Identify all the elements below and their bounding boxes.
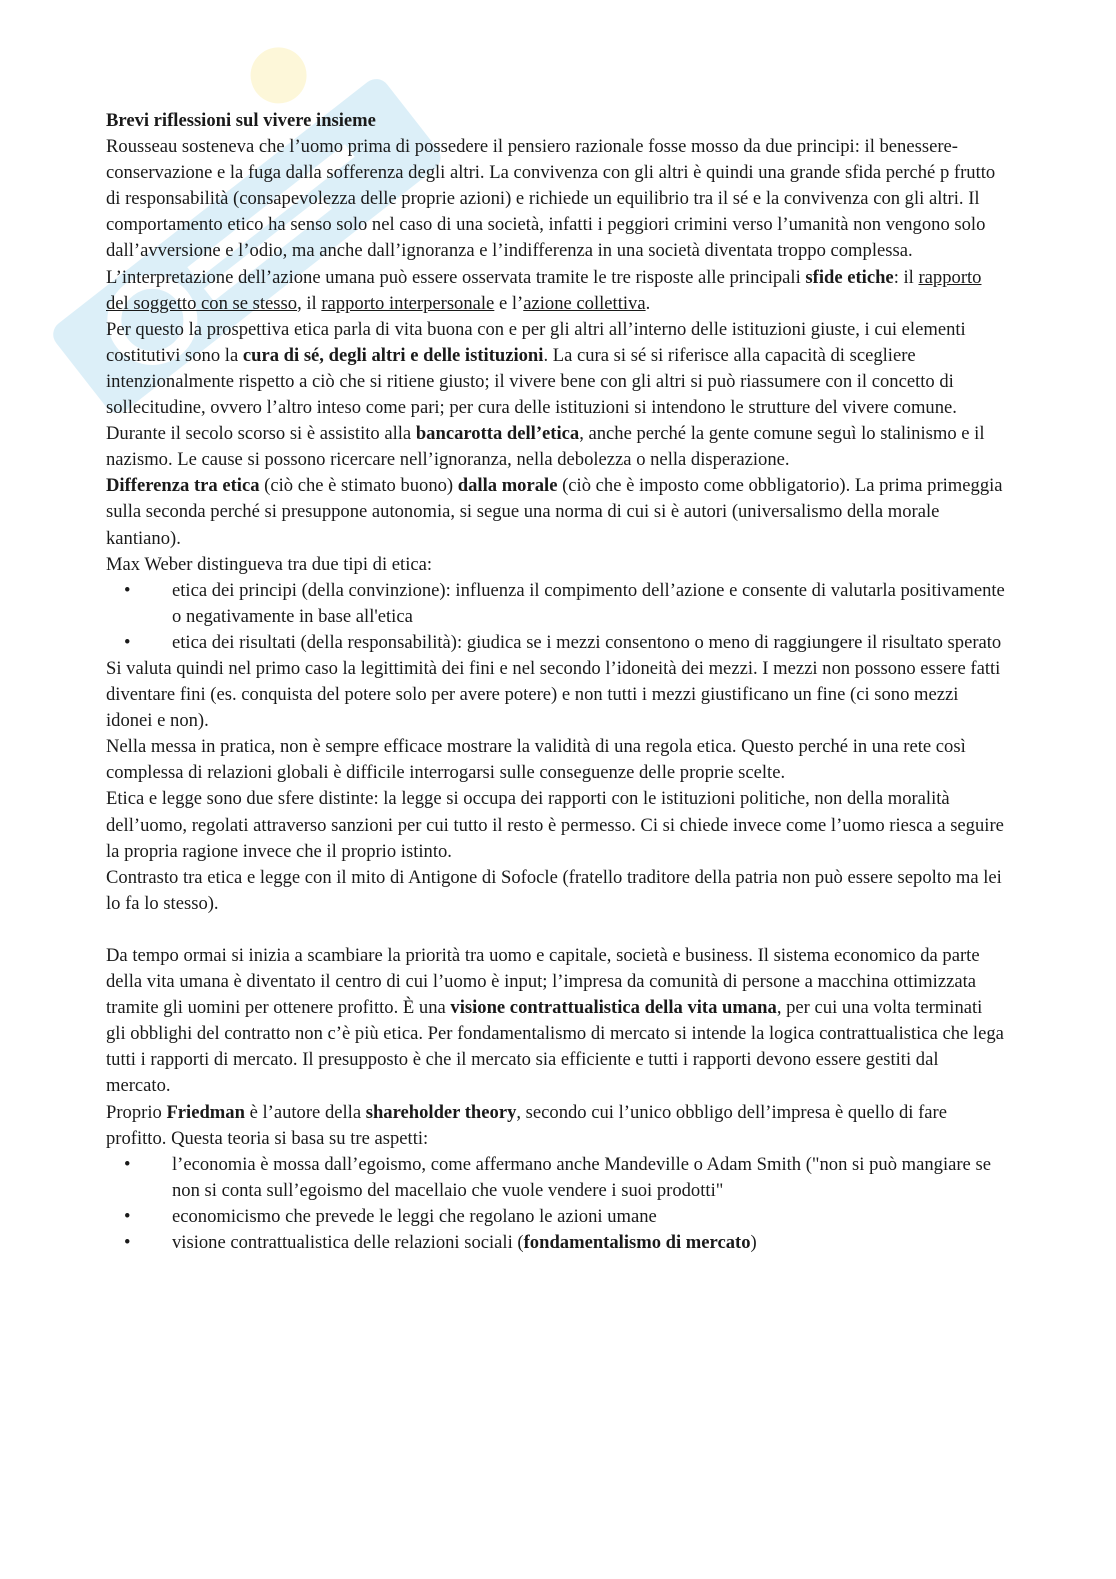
blank-line bbox=[106, 917, 1006, 943]
paragraph: L’interpretazione dell’azione umana può essere osservata tramite le tre risposte alle principali sfide etiche: il rapporto del soggetto con se stesso, il rapporto interpersonale e l’azione collettiva. bbox=[106, 266, 982, 314]
paragraph: Etica e legge sono due sfere distinte: la legge si occupa dei rapporti con le istituzioni politiche, non della moralità dell’uomo, regolati attraverso sanzioni per cui tutto il resto è permesso. Ci si chiede invece come l’uomo riesca a seguire la propria ragione invece che il proprio istinto. bbox=[106, 788, 1004, 862]
paragraph: Si valuta quindi nel primo caso la legittimità dei fini e nel secondo l’idoneità dei mezzi. I mezzi non possono essere fatti diventare fini (es. conquista del potere solo per avere potere) e non tutti i mezzi giustificano un fine (ci sono mezzi idonei e non). bbox=[106, 657, 1001, 732]
document-title: Brevi riflessioni sul vivere insieme bbox=[106, 110, 376, 131]
bullet-list bbox=[106, 1152, 1006, 1256]
paragraph: Rousseau sosteneva che l’uomo prima di possedere il pensiero razionale fosse mosso da due principi: il benessere-conservazione e la fuga dalla sofferenza degli altri. La convivenza con gli altri è quindi una grande sfida perché p frutto di responsabilità (consapevolezza delle proprie azioni) e richiede un equilibrio tra il sé e la convivenza con gli altri. Il comportamento etico ha senso solo nel caso di una società, infatti i peggiori crimini verso l’umanità non vengono solo dall’avversione e l’odio, ma anche dall’ignoranza e l’indifferenza in una società diventata troppo complessa. bbox=[106, 136, 996, 262]
paragraph: Nella messa in pratica, non è sempre efficace mostrare la validità di una regola etica. Questo perché in una rete così complessa di relazioni globali è difficile interrogarsi sulle conseguenze delle proprie scelte. bbox=[106, 736, 966, 784]
paragraph: Contrasto tra etica e legge con il mito di Antigone di Sofocle (fratello traditore della patria non può essere sepolto ma lei lo fa lo stesso). bbox=[106, 866, 1002, 914]
list-item: • economicismo che prevede le leggi che regolano le azioni umane bbox=[106, 1204, 1006, 1230]
list-item: • l’economia è mossa dall’egoismo, come affermano anche Mandeville o Adam Smith ("non si può mangiare se non si conta sull’egoismo del macellaio che vuole vendere i suoi prodotti" bbox=[124, 1153, 991, 1201]
bullet-icon: • bbox=[124, 1205, 131, 1227]
paragraph: Differenza tra etica (ciò che è stimato buono) dalla morale (ciò che è imposto come obbligatorio). La prima primeggia sulla seconda perché si presuppone autonomia, si segue una norma di cui si è autori (universalismo della morale kantiano). bbox=[106, 475, 1003, 549]
list-item: • etica dei principi (della convinzione): influenza il compimento dell’azione e consente di valutarla positivamente o negativamente in base all'etica bbox=[124, 579, 1005, 627]
watermark-dot bbox=[239, 36, 318, 115]
paragraph: Max Weber distingueva tra due tipi di etica: bbox=[106, 553, 433, 575]
bullet-icon: • bbox=[124, 1153, 131, 1175]
bullet-icon: • bbox=[124, 1232, 131, 1254]
paragraph: Proprio Friedman è l’autore della shareholder theory, secondo cui l’unico obbligo dell’impresa è quello di fare profitto. Questa teoria si basa su tre aspetti: bbox=[106, 1101, 948, 1149]
bullet-list bbox=[106, 578, 1006, 656]
bullet-icon: • bbox=[124, 579, 131, 601]
list-item: • visione contrattualistica delle relazioni sociali (fondamentalismo di mercato) bbox=[106, 1230, 1006, 1256]
document-body bbox=[106, 108, 1006, 1256]
paragraph: Da tempo ormai si inizia a scambiare la priorità tra uomo e capitale, società e business. Il sistema economico da parte della vita umana è diventato il centro di cui l’uomo è input; l’impresa da comunità di persone a macchina ottimizzata tramite gli uomini per ottenere profitto. È una visione contrattualistica della vita umana, per cui una volta terminati gli obblighi del contratto non c’è più etica. Per fondamentalismo di mercato si intende la logica contrattualistica che lega tutti i rapporti di mercato. Il presupposto è che il mercato sia efficiente e tutti i rapporti devono essere gestiti dal mercato. bbox=[106, 945, 1004, 1097]
paragraph: Per questo la prospettiva etica parla di vita buona con e per gli altri all’interno delle istituzioni giuste, i cui elementi costitutivi sono la cura di sé, degli altri e delle istituzioni. La cura si sé si riferisce alla capacità di scegliere intenzionalmente rispetto a ciò che si ritiene giusto; il vivere bene con gli altri si può riassumere con il concetto di sollecitudine, ovvero l’altro inteso come pari; per cura delle istituzioni si intendono le strutture del vivere comune. bbox=[106, 318, 966, 419]
list-item: • etica dei risultati (della responsabilità): giudica se i mezzi consentono o meno di raggiungere il risultato sperato bbox=[106, 630, 1006, 656]
paragraph: Durante il secolo scorso si è assistito alla bancarotta dell’etica, anche perché la gente comune seguì lo stalinismo e il nazismo. Le cause si possono ricercare nell’ignoranza, nella debolezza o nella disperazione. bbox=[106, 423, 985, 471]
bullet-icon: • bbox=[124, 631, 131, 653]
